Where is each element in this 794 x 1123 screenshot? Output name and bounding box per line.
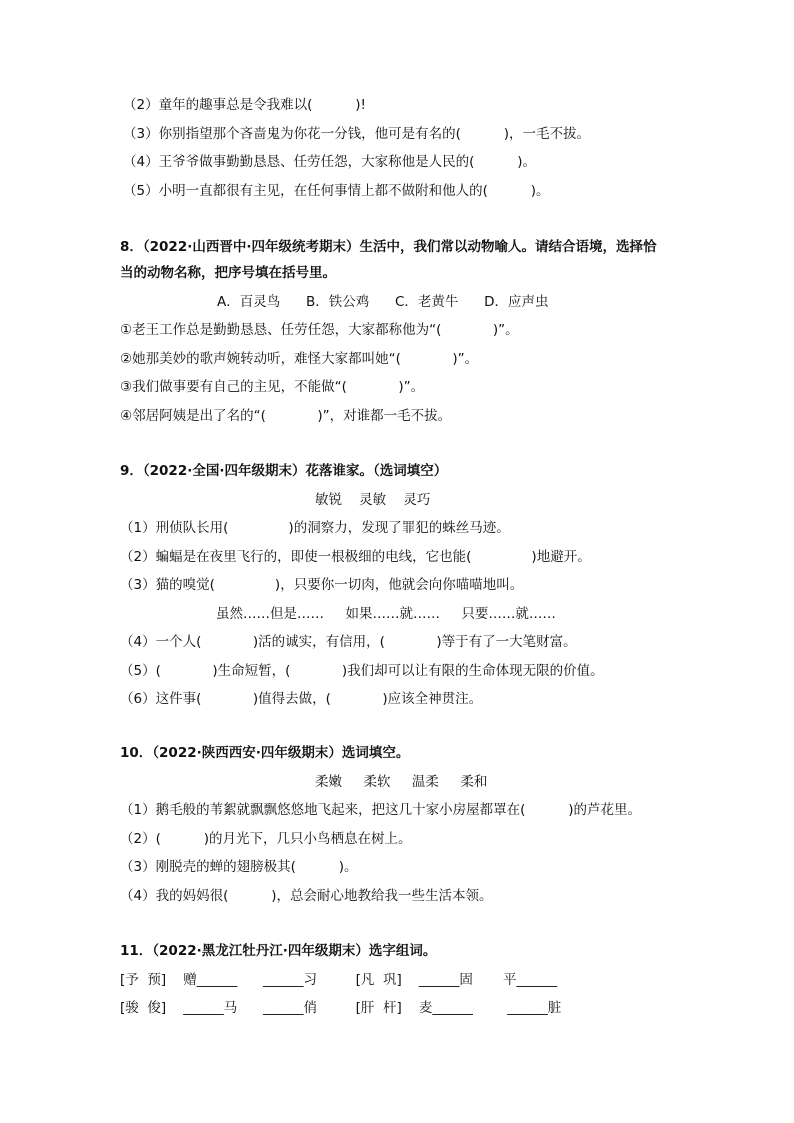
q10-item-3: （3）刚脱壳的蝉的翅膀极其( )。 [120,859,358,875]
q7-item-5: （5）小明一直都很有主见，在任何事情上都不做附和他人的( )。 [123,183,550,199]
q9-item-2: （2）蝙蝠是在夜里飞行的，即使一根极细的电线，它也能( )地避开。 [120,549,591,565]
q9-item-6: （6）这件事( )值得去做，( )应该全神贯注。 [120,691,483,707]
q10-item-2: （2）( )的月光下，几只小鸟栖息在树上。 [120,831,412,847]
q8-item-1: ①老王工作总是勤勤恳恳、任劳任怨，大家都称他为“( )”。 [120,322,519,338]
q7-item-2: （2）童年的趣事总是令我难以( )! [123,97,366,113]
q11-row-1: [予 预] 赠______ ______习 [凡 巩] ______固 平______ [120,972,557,988]
q9-word-bank-1: 敏锐 灵敏 灵巧 [315,492,431,508]
q7-item-4: （4）王爷爷做事勤勤恳恳、任劳任怨，大家称他是人民的( )。 [123,154,537,170]
q11-row-2: [骏 俊] ______马 ______俏 [肝 杆] 麦______ ______脏 [120,1000,562,1016]
q9-word-bank-2: 虽然……但是…… 如果……就…… 只要……就…… [216,606,556,622]
q8-item-4: ④邻居阿姨是出了名的“( )”，对谁都一毛不拔。 [120,408,452,424]
q10-item-4: （4）我的妈妈很( )，总会耐心地教给我一些生活本领。 [120,888,493,904]
q8-options: A．百灵鸟 B．铁公鸡 C．老黄牛 D．应声虫 [217,294,549,310]
q9-item-5: （5）( )生命短暂，( )我们却可以让有限的生命体现无限的价值。 [120,663,604,679]
q7-item-3: （3）你别指望那个吝啬鬼为你花一分钱，他可是有名的( )，一毛不拔。 [123,126,591,142]
q8-title: 8．（2022·山西晋中·四年级统考期末）生活中，我们常以动物喻人。请结合语境，选择恰 [120,239,657,255]
q9-item-4: （4）一个人( )活的诚实，有信用，( )等于有了一大笔财富。 [120,634,577,650]
q8-item-3: ③我们做事要有自己的主见，不能做“( )”。 [120,379,425,395]
q10-item-1: （1）鹅毛般的苇絮就飘飘悠悠地飞起来，把这几十家小房屋都罩在( )的芦花里。 [120,802,642,818]
q9-title: 9．（2022·全国·四年级期末）花落谁家。（选词填空） [120,463,448,479]
q10-word-bank: 柔嫩 柔软 温柔 柔和 [315,774,488,790]
q10-title: 10．（2022·陕西西安·四年级期末）选词填空。 [120,745,410,761]
q8-item-2: ②她那美妙的歌声婉转动听，难怪大家都叫她“( )”。 [120,351,479,367]
q11-title: 11．（2022·黑龙江牡丹江·四年级期末）选字组词。 [120,943,437,959]
q9-item-1: （1）刑侦队长用( )的洞察力，发现了罪犯的蛛丝马迹。 [120,520,510,536]
q9-item-3: （3）猫的嗅觉( )，只要你一切肉，他就会向你喵喵地叫。 [120,577,524,593]
q8-title-cont: 当的动物名称，把序号填在括号里。 [120,265,336,281]
